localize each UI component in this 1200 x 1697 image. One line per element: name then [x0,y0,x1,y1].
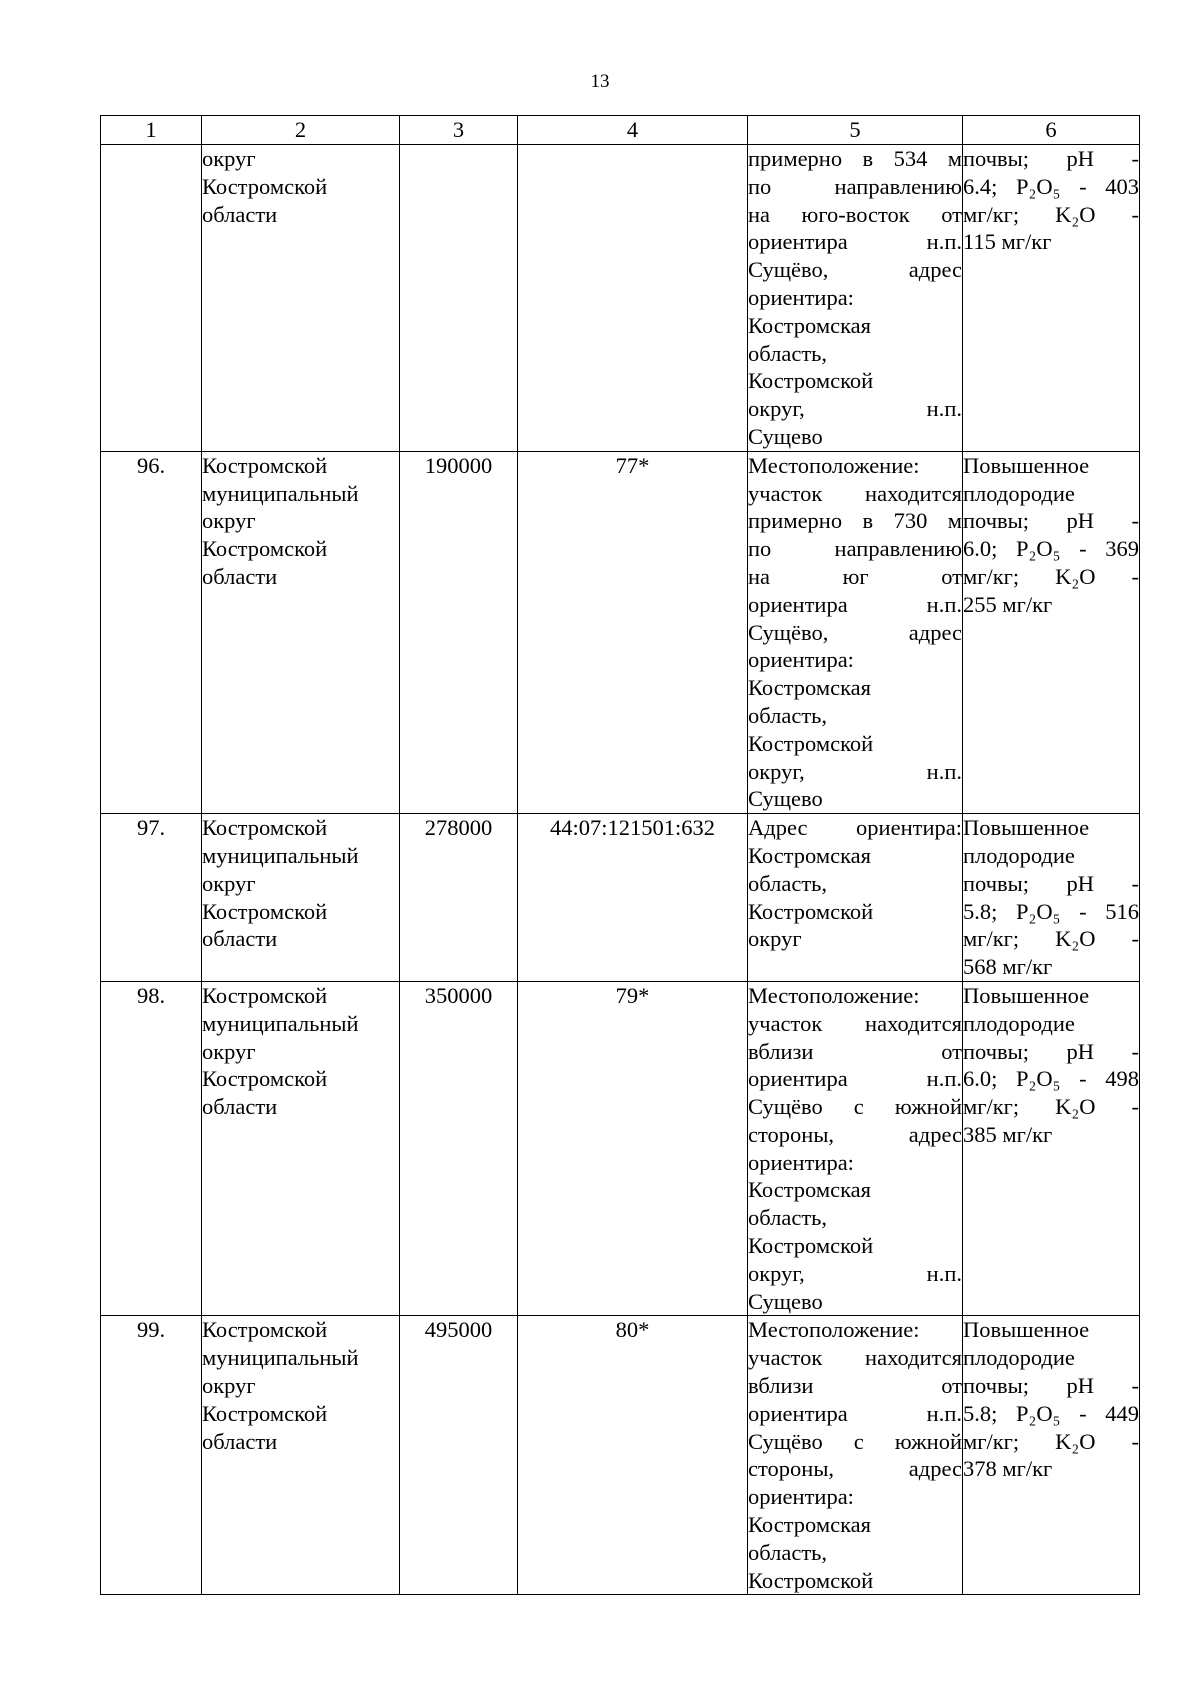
location-line: Костромская [748,1177,872,1203]
fertility-line: плодородие [963,1345,1075,1371]
location-line: ориентира н.п. [748,591,962,617]
fertility-line: мг/кг; K₂O - [963,1428,1139,1454]
fertility-line: 6.0; P₂O₅ - 369 [963,536,1139,562]
municipality-line: области [202,1094,278,1120]
location-line: по направлению [748,173,962,199]
location-cell [748,1316,963,1595]
area-cell: 278000 [400,814,518,982]
location-line: примерно в 534 м [748,146,962,171]
fertility-line: 6.0; P₂O₅ - 498 [963,1066,1139,1092]
municipality-cell [202,814,400,982]
location-line: Костромская [748,312,872,338]
municipality-line: Костромской [202,1317,328,1343]
location-line: вблизи от [748,1038,962,1064]
municipality-line: Костромской [202,815,328,841]
soil-fertility-cell [963,145,1140,452]
row-number-cell [101,145,202,452]
municipality-line: Костромской [202,1066,328,1092]
page-number: 13 [590,71,610,92]
fertility-line: Повышенное [963,1317,1090,1343]
location-line: участок находится [748,1345,962,1371]
fertility-line: мг/кг; K₂O - [963,563,1139,589]
municipality-line: муниципальный [202,1345,359,1371]
location-line: область, [748,340,828,366]
cadastral-number-cell: 44:07:121501:632 [518,814,748,982]
cadastral-number-cell: 77* [518,451,748,813]
municipality-line: округ [202,870,256,896]
municipality-line: округ [202,508,256,534]
table-row [101,814,1140,982]
fertility-line: мг/кг; K₂O - [963,1094,1139,1120]
cadastral-number-cell [518,145,748,452]
location-line: Костромская [748,1512,872,1538]
table-row [101,1316,1140,1595]
column-header: 3 [400,116,518,145]
location-line: округ [748,926,802,952]
location-line: участок находится [748,1010,962,1036]
location-line: Костромская [748,675,872,701]
location-line: Костромской [748,730,874,756]
location-line: Местоположение: [748,982,920,1008]
location-line: Костромской [748,898,874,924]
column-header: 5 [748,116,963,145]
fertility-line: 5.8; P₂O₅ - 516 [963,898,1139,924]
municipality-line: муниципальный [202,480,359,506]
soil-fertility-cell [963,981,1140,1316]
soil-fertility-cell [963,814,1140,982]
row-number-cell: 97. [101,814,202,982]
soil-fertility-cell [963,451,1140,813]
location-line: стороны, адрес [748,1121,962,1147]
fertility-line: 6.4; P₂O₅ - 403 [963,173,1139,199]
location-line: вблизи от [748,1373,962,1399]
location-line: Сущево [748,786,823,812]
location-line: ориентира: [748,647,854,673]
location-line: область, [748,1205,828,1231]
fertility-line: Повышенное [963,452,1090,478]
location-line: ориентира н.п. [748,1400,962,1426]
location-line: Адрес ориентира: [748,815,962,841]
location-line: Сущёво, адрес [748,619,962,645]
area-cell: 350000 [400,981,518,1316]
fertility-line: почвы; pH - [963,1373,1139,1399]
location-line: примерно в 730 м [748,508,962,534]
fertility-line: 378 мг/кг [963,1456,1053,1482]
location-line: область, [748,1539,828,1565]
municipality-line: Костромской [202,536,328,562]
municipality-line: Костромской [202,898,328,924]
column-header: 1 [101,116,202,145]
municipality-line: области [202,926,278,952]
location-line: округ, н.п. [748,758,962,784]
location-line: участок находится [748,480,962,506]
location-line: ориентира: [748,284,854,310]
municipality-cell [202,1316,400,1595]
fertility-line: 385 мг/кг [963,1121,1053,1147]
fertility-line: почвы; pH - [963,870,1139,896]
municipality-line: Костромской [202,982,328,1008]
municipality-line: округ [202,146,256,171]
location-cell [748,451,963,813]
location-line: Сущево [748,1288,823,1314]
row-number-cell: 96. [101,451,202,813]
fertility-line: плодородие [963,480,1075,506]
fertility-line: 5.8; P₂O₅ - 449 [963,1400,1139,1426]
municipality-line: Костромской [202,452,328,478]
column-header: 2 [202,116,400,145]
fertility-line: мг/кг; K₂O - [963,926,1139,952]
location-line: область, [748,870,828,896]
fertility-line: плодородие [963,1010,1075,1036]
fertility-line: Повышенное [963,815,1090,841]
location-line: по направлению [748,536,962,562]
table-row [101,451,1140,813]
location-line: Костромская [748,842,872,868]
cadastral-number-cell: 79* [518,981,748,1316]
location-line: Сущёво, адрес [748,257,962,283]
land-plots-table [100,115,1140,1595]
location-line: ориентира: [748,1149,854,1175]
municipality-cell [202,451,400,813]
municipality-line: области [202,1428,278,1454]
area-cell: 495000 [400,1316,518,1595]
municipality-cell [202,145,400,452]
municipality-line: области [202,563,278,589]
fertility-line: 568 мг/кг [963,954,1053,980]
municipality-line: Костромской [202,1400,328,1426]
municipality-line: округ [202,1373,256,1399]
location-cell [748,145,963,452]
fertility-line: почвы; pH - [963,1038,1139,1064]
municipality-line: области [202,201,278,227]
row-number-cell: 98. [101,981,202,1316]
location-line: Сущёво с южной [748,1094,962,1120]
location-line: Костромской [748,368,874,394]
municipality-cell [202,981,400,1316]
municipality-line: муниципальный [202,842,359,868]
location-line: ориентира н.п. [748,229,962,255]
fertility-line: почвы; pH - [963,146,1139,171]
location-line: округ, н.п. [748,396,962,422]
location-cell [748,814,963,982]
location-line: на юг от [748,563,962,589]
location-line: на юго-восток от [748,201,962,227]
location-line: Сущёво с южной [748,1428,962,1454]
location-line: Местоположение: [748,1317,920,1343]
fertility-line: мг/кг; K₂O - [963,201,1139,227]
fertility-line: плодородие [963,842,1075,868]
area-cell [400,145,518,452]
column-header: 6 [963,116,1140,145]
municipality-line: муниципальный [202,1010,359,1036]
fertility-line: почвы; pH - [963,508,1139,534]
column-number-header-row [101,116,1140,145]
location-line: ориентира н.п. [748,1066,962,1092]
table-row [101,981,1140,1316]
area-cell: 190000 [400,451,518,813]
location-line: Костромской [748,1233,874,1259]
location-line: стороны, адрес [748,1456,962,1482]
municipality-line: Костромской [202,173,328,199]
row-number-cell: 99. [101,1316,202,1595]
cadastral-number-cell: 80* [518,1316,748,1595]
location-line: Костромской [748,1567,874,1593]
location-line: округ, н.п. [748,1260,962,1286]
column-header: 4 [518,116,748,145]
table-row [101,145,1140,452]
location-line: ориентира: [748,1484,854,1510]
fertility-line: 115 мг/кг [963,229,1052,255]
location-line: Местоположение: [748,452,920,478]
location-line: область, [748,702,828,728]
soil-fertility-cell [963,1316,1140,1595]
municipality-line: округ [202,1038,256,1064]
fertility-line: 255 мг/кг [963,591,1053,617]
fertility-line: Повышенное [963,982,1090,1008]
location-cell [748,981,963,1316]
location-line: Сущево [748,423,823,449]
